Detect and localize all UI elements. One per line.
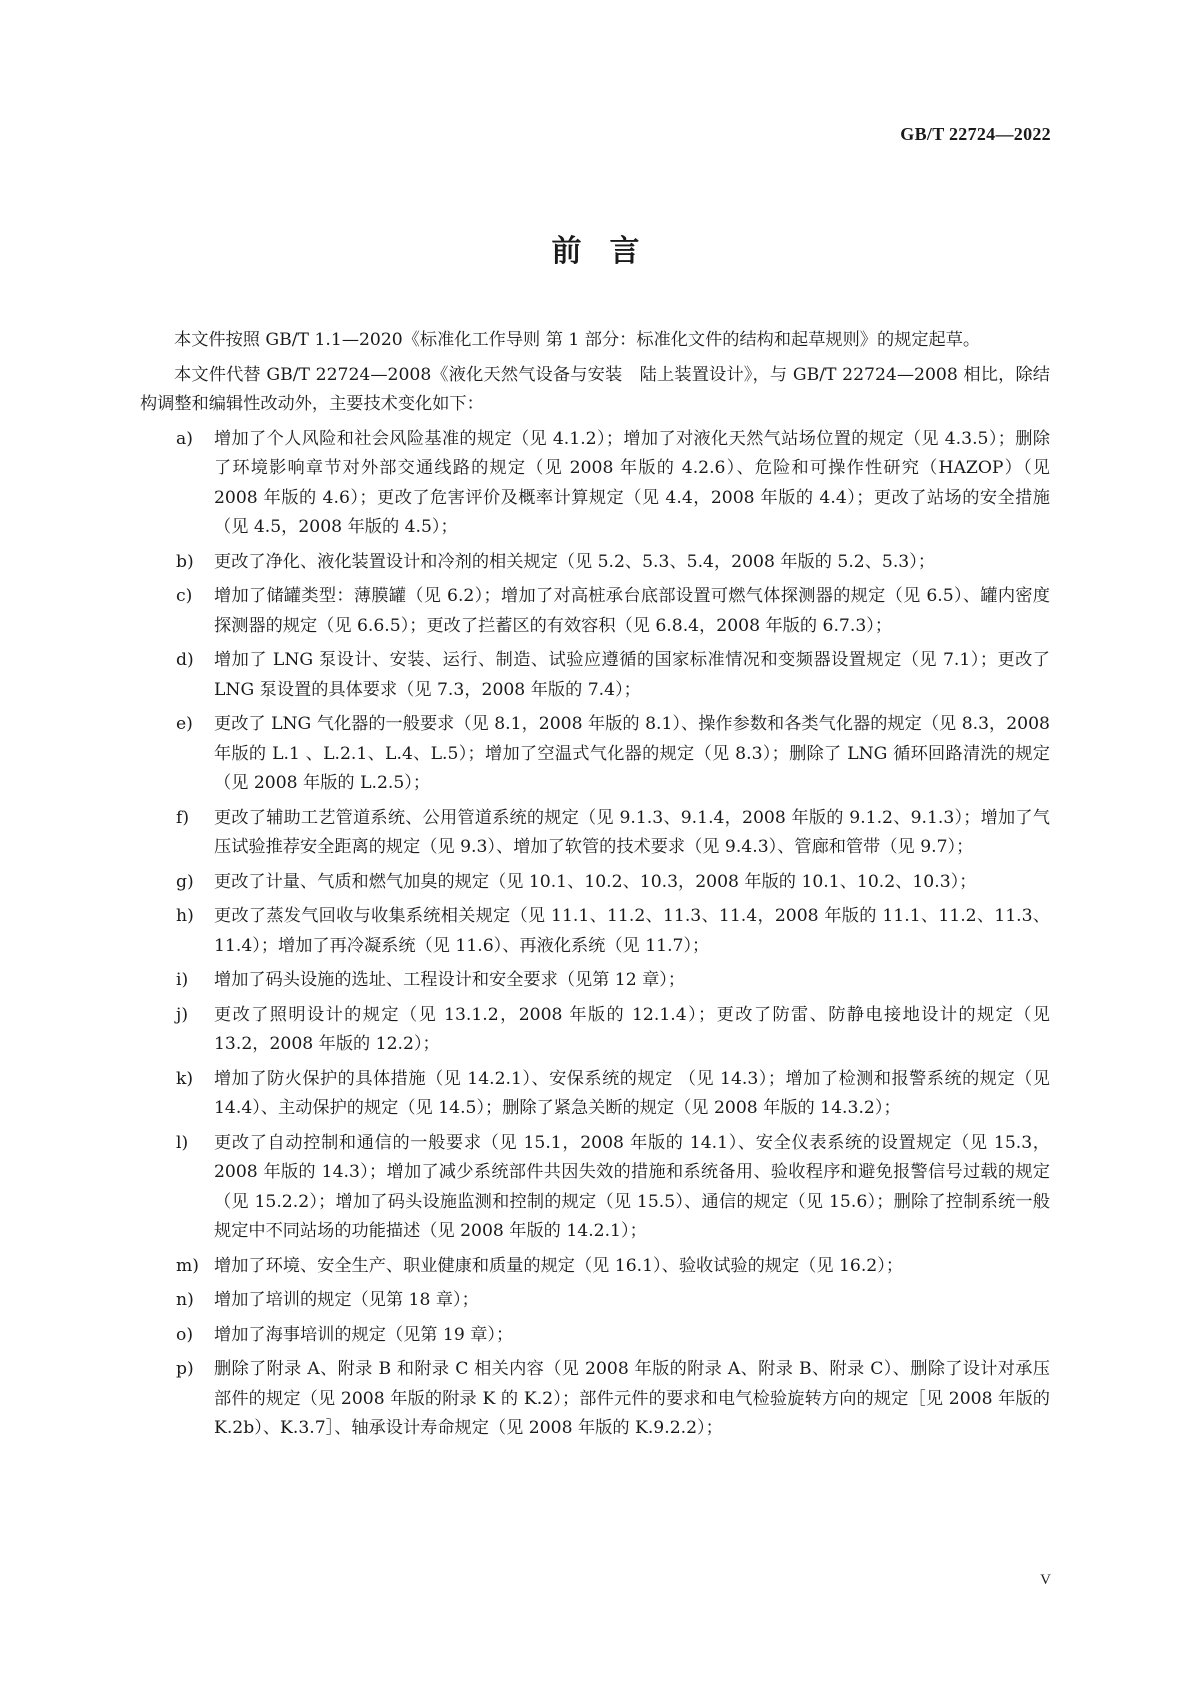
paragraph: 本文件按照 GB/T 1.1—2020《标准化工作导则 第 1 部分：标准化文件的结构和起草规则》的规定起草。 <box>174 330 981 350</box>
list-item-text: 更改了净化、液化装置设计和冷剂的相关规定（见 5.2、5.3、5.4，2008 年版的 5.2、5.3）； <box>214 551 936 572</box>
list-item <box>140 1252 1050 1282</box>
list-item <box>140 582 1050 641</box>
list-item-label: m) <box>176 1255 200 1276</box>
list-item-text: 删除了附录 A、附录 B 和附录 C 相关内容（见 2008 年版的附录 A、附录 B、附录 C）、删除了设计对承压部件的规定（见 2008 年版的附录 K 的 K.2）；部件元件的要求和电气检验旋转方向的规定［见 2008 年版的 K.2b）、K.3.7］、轴承设计寿命规定（见 2008 年版的 K.9.2.2）； <box>214 1359 1050 1438</box>
list-item-label: g) <box>176 871 194 892</box>
list-item-text: 增加了个人风险和社会风险基准的规定（见 4.1.2）；增加了对液化天然气站场位置的规定（见 4.3.5）；删除了环境影响章节对外部交通线路的规定（见 2008 年版的 4.2.6）、危险和可操作性研究（HAZOP）（见 2008 年版的 4.6）；更改了危害评价及概率计算规定（见 4.4，2008 年版的 4.4）；更改了站场的安全措施（见 4.5，2008 年版的 4.5）； <box>214 428 1050 537</box>
standard-number: GB/T 22724—2022 <box>900 124 1051 144</box>
list-item-text: 更改了 LNG 气化器的一般要求（见 8.1，2008 年版的 8.1）、操作参数和各类气化器的规定（见 8.3，2008 年版的 L.1 、L.2.1、L.4、L.5）；增加了空温式气化器的规定（见 8.3）；删除了 LNG 循环回路清洗的规定（见 2008 年版的 L.2.5）； <box>214 714 1050 793</box>
list-item-text: 增加了码头设施的选址、工程设计和安全要求（见第 12 章）； <box>214 970 686 990</box>
paragraph: 本文件代替 GB/T 22724—2008《液化天然气设备与安装 陆上装置设计》，与 GB/T 22724—2008 相比，除结构调整和编辑性改动外，主要技术变化如下： <box>140 364 1050 414</box>
page-number: V <box>1040 1572 1051 1588</box>
list-item-label: d) <box>176 650 194 670</box>
preface-body <box>140 326 1050 1449</box>
list-item <box>140 1001 1050 1060</box>
list-item-text: 更改了辅助工艺管道系统、公用管道系统的规定（见 9.1.3、9.1.4，2008 年版的 9.1.2、9.1.3）；增加了气压试验推荐安全距离的规定（见 9.3）、增加了软管的技术要求（见 9.4.3）、管廊和管带（见 9.7）； <box>214 807 1050 857</box>
list-item-label: o) <box>176 1324 194 1345</box>
list-item-text: 更改了蒸发气回收与收集系统相关规定（见 11.1、11.2、11.3、11.4，2008 年版的 11.1、11.2、11.3、11.4）；增加了再冷凝系统（见 11.6）、再液化系统（见 11.7）； <box>214 906 1050 956</box>
list-item-label: b) <box>176 551 194 572</box>
list-item <box>140 1065 1050 1124</box>
list-item-text: 增加了环境、安全生产、职业健康和质量的规定（见 16.1）、验收试验的规定（见 16.2）； <box>214 1255 904 1276</box>
list-item <box>140 1129 1050 1247</box>
list-item-label: e) <box>176 714 193 734</box>
list-item <box>140 868 1050 898</box>
list-item <box>140 966 1050 996</box>
list-item <box>140 710 1050 799</box>
list-item <box>140 425 1050 543</box>
list-item-text: 更改了照明设计的规定（见 13.1.2，2008 年版的 12.1.4）；更改了防雷、防静电接地设计的规定（见 13.2，2008 年版的 12.2）； <box>214 1004 1050 1054</box>
list-item-label: n) <box>176 1290 194 1310</box>
list-item-text: 增加了海事培训的规定（见第 19 章）； <box>214 1324 514 1345</box>
list-item-label: p) <box>176 1359 194 1379</box>
list-item <box>140 804 1050 863</box>
list-item-label: f) <box>176 807 190 828</box>
list-item-text: 增加了 LNG 泵设计、安装、运行、制造、试验应遵循的国家标准情况和变频器设置规定（见 7.1）；更改了 LNG 泵设置的具体要求（见 7.3，2008 年版的 7.4）； <box>214 650 1050 700</box>
list-item-label: i) <box>176 970 189 990</box>
list-item-label: l) <box>176 1132 189 1153</box>
list-item <box>140 646 1050 705</box>
list-item-label: a) <box>176 428 193 449</box>
list-item <box>140 902 1050 961</box>
list-item-text: 更改了自动控制和通信的一般要求（见 15.1，2008 年版的 14.1）、安全仪表系统的设置规定（见 15.3，2008 年版的 14.3）；增加了减少系统部件共因失效的措施和系统备用、验收程序和避免报警信号过载的规定（见 15.2.2）；增加了码头设施监测和控制的规定（见 15.5）、通信的规定（见 15.6）；删除了控制系统一般规定中不同站场的功能描述（见 2008 年版的 14.2.1）； <box>214 1132 1050 1241</box>
list-item-label: c) <box>176 586 193 606</box>
list-item <box>140 1286 1050 1316</box>
page-title: 前言 <box>551 234 668 269</box>
list-item <box>140 1321 1050 1351</box>
list-item-text: 更改了计量、气质和燃气加臭的规定（见 10.1、10.2、10.3，2008 年版的 10.1、10.2、10.3）； <box>214 871 977 892</box>
list-item-text: 增加了储罐类型：薄膜罐（见 6.2）；增加了对高桩承台底部设置可燃气体探测器的规定（见 6.5）、罐内密度探测器的规定（见 6.6.5）；更改了拦蓄区的有效容积（见 6.8.4，2008 年版的 6.7.3）； <box>214 586 1050 636</box>
list-item-text: 增加了培训的规定（见第 18 章）； <box>214 1290 479 1310</box>
list-item-text: 增加了防火保护的具体措施（见 14.2.1）、安保系统的规定 （见 14.3）；增加了检测和报警系统的规定（见 14.4）、主动保护的规定（见 14.5）；删除了紧急关断的规定（见 2008 年版的 14.3.2）； <box>214 1068 1050 1118</box>
list-item <box>140 1355 1050 1444</box>
list-item-label: j) <box>176 1004 189 1025</box>
list-item-label: h) <box>176 906 194 926</box>
list-item-label: k) <box>176 1068 194 1089</box>
list-item <box>140 548 1050 578</box>
